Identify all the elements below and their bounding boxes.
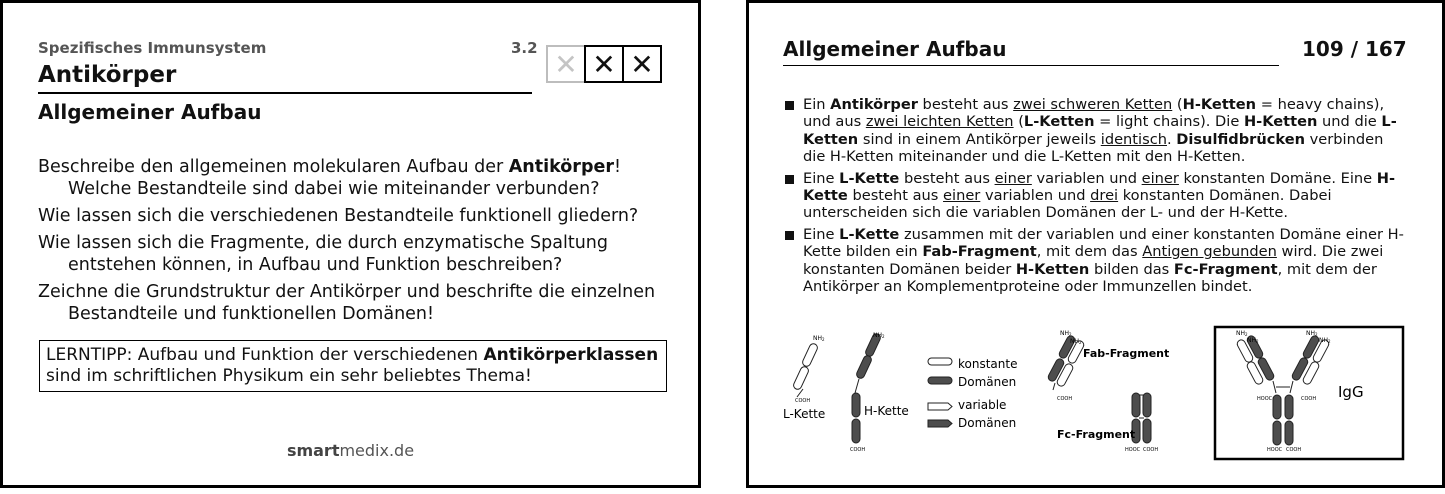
text-run: Eine [803,169,840,187]
text-run: zusammen mit der variablen und einer konstanten Domäne einer H-Kette bilden ein [803,225,1404,261]
igg-nh2-3: NH2 [1306,330,1318,337]
igg-nh2-2: NH2 [1247,337,1259,344]
rating-mark-3[interactable]: ✕ [622,45,662,83]
igg-cooh-bottom: COOH [1286,447,1302,453]
text-run: Wie lassen sich die verschiedenen Bestandteile funktionell gliedern? [38,206,639,226]
legend-variable-line1: variable [958,398,1007,412]
card-subtitle: Allgemeiner Aufbau [38,100,262,124]
card-title: Antikörper [38,62,177,88]
igg-nh2-1: NH2 [1236,330,1248,337]
text-run: einer [1141,169,1179,187]
text-run: bilden das [1089,260,1174,278]
text-run: variablen und [980,187,1091,205]
domain-legend [928,357,1017,430]
text-run: Wie lassen sich die Fragmente, die durch enzymatische Spaltung entstehen können, in Aufbau und Funktion beschreiben? [38,233,608,275]
fc-hooc: HOOC [1125,447,1141,453]
text-run: H-Ketten [1182,96,1257,113]
text-run: Antikörper [830,96,918,113]
l-chain-cooh: COOH [795,398,811,404]
logo-rest: medix.de [339,441,415,460]
text-run: L-Ketten [1023,113,1095,131]
l-chain-drawing [783,335,825,421]
text-run: zwei schweren Ketten [1013,96,1173,113]
h-chain-cooh: COOH [850,447,866,453]
text-run: Eine [803,225,840,243]
subject-label: Spezifisches Immunsystem [38,39,267,57]
text-run: identisch [1100,130,1167,148]
igg-hooc-left: HOOC [1257,396,1273,402]
answer-card [746,0,1445,488]
learning-tip [39,340,667,392]
text-run: , mit dem der Antikörper an Komplementproteine oder Immunzellen bindet. [803,260,1377,296]
antibody-figure [773,325,1413,465]
fab-nh2-2: NH2 [1070,338,1082,345]
text-run: einer [943,187,981,205]
text-run: Fab-Fragment [922,243,1037,261]
fab-nh2-1: NH2 [1060,330,1072,337]
h-chain-drawing [850,332,909,453]
question-item [38,232,670,276]
rating-mark-2[interactable]: ✕ [584,45,624,83]
text-run: H-Kette [803,169,1396,205]
text-run: konstanten Domäne. Eine [1178,169,1377,187]
text-run: einer [994,169,1032,187]
text-run: drei [1090,187,1119,205]
chapter-number: 3.2 [511,39,538,57]
text-run: variablen und [1031,169,1142,187]
text-run: = heavy chains), und aus [803,96,1385,131]
text-run: Antigen gebunden [1142,243,1277,261]
h-chain-nh2: NH2 [873,332,885,339]
text-run: . [1166,130,1177,148]
text-run: wird. Die zwei konstanten Domänen beider [803,243,1384,278]
text-run: Antikörper [508,157,614,177]
text-run: und die [1317,113,1382,131]
text-run: Antikörperklassen [483,345,659,365]
rating-marks [546,45,668,83]
answer-bullet [783,96,1408,166]
text-run: H-Ketten [1243,113,1318,131]
text-run: L-Kette [839,225,900,243]
l-chain-label: L-Kette [783,407,826,421]
text-run: verbinden die H-Ketten miteinander und die L-Ketten mit den H-Ketten. [803,130,1384,166]
fc-fragment-drawing [1057,393,1158,453]
igg-drawing [1215,327,1403,459]
l-chain-nh2: NH2 [813,335,825,342]
legend-constant-line2: Domänen [958,375,1017,389]
text-run: ( [1172,96,1183,113]
answer-bullet [783,226,1408,296]
text-run: besteht aus [917,96,1014,113]
title-rule [38,92,532,94]
text-run: Disulfidbrücken [1176,130,1305,148]
legend-variable-line2: Domänen [958,416,1017,430]
text-run: L-Ketten [803,113,1397,148]
text-run: Beschreibe den allgemeinen molekularen Aufbau der [38,157,509,177]
logo-bold: smart [286,441,340,460]
answer-title-rule [783,65,1279,66]
question-item [38,156,670,200]
answer-bullet [783,170,1408,222]
text-run: = light chains). Die [1094,113,1244,131]
text-run: LERNTIPP: Aufbau und Funktion der verschiedenen [46,345,484,365]
text-run: ! Welche Bestandteile sind dabei wie miteinander verbunden? [68,157,621,199]
h-chain-label: H-Kette [864,404,909,418]
text-run: sind im schriftlichen Physikum ein sehr beliebtes Thema! [46,366,532,386]
text-run: ( [1013,113,1024,131]
igg-label: IgG [1338,383,1364,401]
text-run: L-Kette [839,169,900,187]
smartmedix-logo [3,441,698,460]
page-counter: 109 / 167 [1302,37,1407,61]
igg-hooc-bottom: HOOC [1267,447,1283,453]
text-run: Ein [803,96,831,113]
fab-fragment-label: Fab-Fragment [1083,347,1170,360]
question-list [38,156,670,330]
question-item [38,281,670,325]
question-item [38,205,670,227]
legend-constant-line1: konstante [958,357,1018,371]
fc-cooh: COOH [1143,447,1159,453]
text-run: H-Ketten [1015,260,1090,278]
text-run: Zeichne die Grundstruktur der Antikörper und beschrifte die einzelnen Bestandteile und funktionellen Domänen! [38,282,656,324]
question-card [0,0,701,488]
fc-fragment-label: Fc-Fragment [1057,428,1136,441]
text-run: sind in einem Antikörper jeweils [858,130,1101,148]
igg-nh2-4: NH2 [1319,337,1331,344]
answer-bullets [783,96,1408,299]
fab-fragment-drawing [1047,330,1169,402]
text-run: , mit dem das [1036,243,1143,261]
rating-mark-1[interactable]: ✕ [546,45,586,83]
answer-title: Allgemeiner Aufbau [783,37,1007,61]
text-run: Fc-Fragment [1173,260,1278,278]
text-run: konstanten Domänen. Dabei unterscheiden sich die variablen Domänen der L- und der H-Kette. [803,187,1332,222]
text-run: besteht aus [899,169,995,187]
text-run: besteht aus [847,187,944,205]
fab-cooh: COOH [1057,396,1073,402]
text-run: zwei leichten Ketten [865,113,1014,131]
igg-cooh-right: COOH [1301,396,1317,402]
